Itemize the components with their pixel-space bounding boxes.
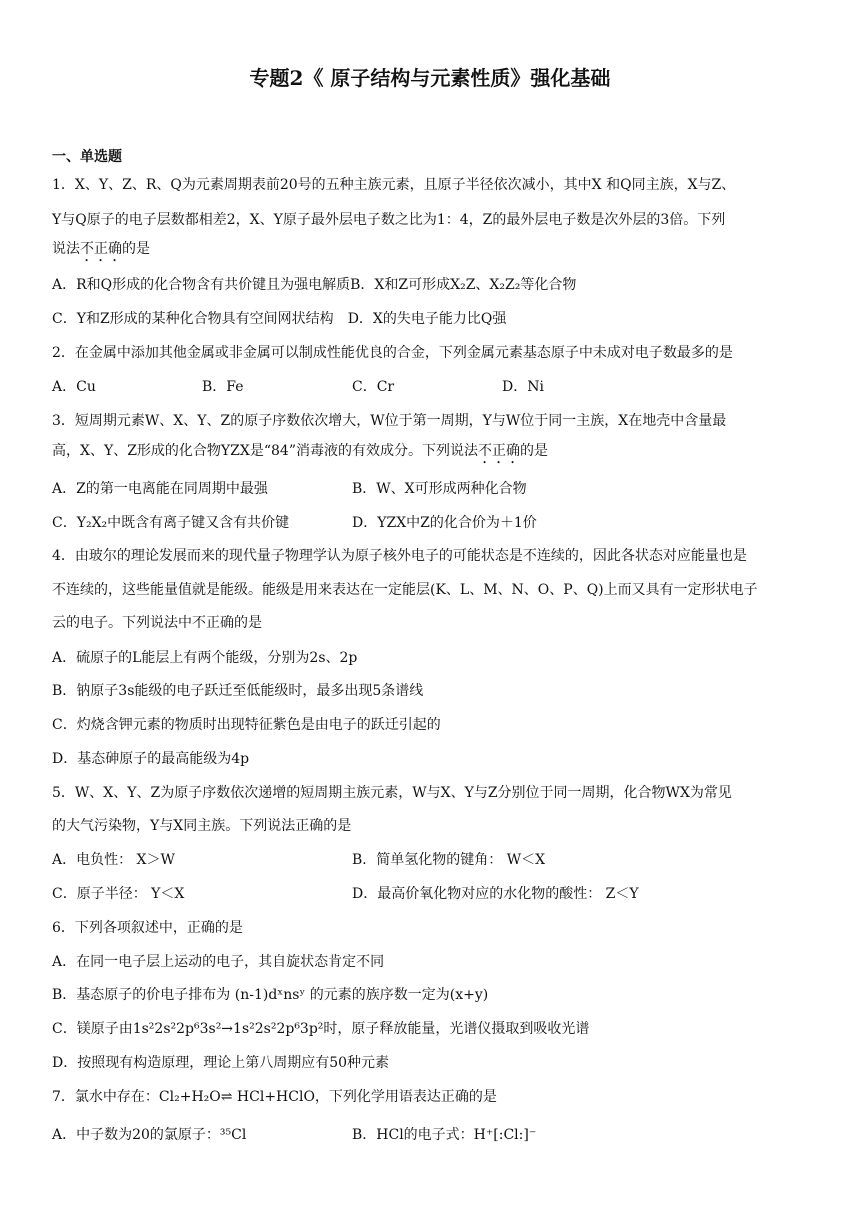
q6-option-c[interactable]: C．镁原子由1s²2s²2p⁶3s²→1s²2s²2p⁶3p²时，原子释放能量，光谱仪摄取到吸收光谱	[52, 1021, 590, 1037]
q6-option-a[interactable]: A．在同一电子层上运动的电子，其自旋状态肯定不同	[52, 954, 385, 970]
q7-options-ab	[52, 1125, 812, 1145]
q3-option-a[interactable]: A．Z的第一电离能在同周期中最强	[52, 481, 268, 497]
q3-options-ab	[52, 479, 812, 499]
q3-options-cd	[52, 513, 812, 533]
q2-option-c[interactable]: C．Cr	[352, 379, 395, 395]
q5-stem-line2: 的大气污染物，Y与X同主族。下列说法正确的是	[52, 818, 352, 834]
q2-option-a[interactable]: A．Cu	[52, 379, 96, 395]
q6-option-b[interactable]: B．基态原子的价电子排布为 (n-1)dˣnsʸ 的元素的族序数一定为(x+y)	[52, 987, 489, 1003]
q5-options-cd	[52, 884, 812, 904]
q2-option-b[interactable]: B．Fe	[202, 379, 244, 395]
q7-option-a[interactable]: A．中子数为20的氯原子：³⁵Cl	[52, 1127, 247, 1143]
q3-stem-line1: 3．短周期元素W、X、Y、Z的原子序数依次增大，W位于第一周期，Y与W位于同一主族，X在地壳中含量最	[52, 413, 727, 429]
q5-option-c[interactable]: C．原子半径： Y＜X	[52, 886, 185, 902]
q1-option-d[interactable]: D．X的失电子能力比Q强	[347, 311, 507, 327]
q1-stem-line3: 说法不正确的是	[52, 241, 150, 257]
q1-stem-line2: Y与Q原子的电子层数都相差2，X、Y原子最外层电子数之比为1：4，Z的最外层电子数是次外层的3倍。下列	[52, 212, 726, 228]
page-title: 专题2《 原子结构与元素性质》强化基础	[249, 66, 611, 90]
q1-options-cd	[52, 309, 812, 329]
q5-option-d[interactable]: D．最高价氧化物对应的水化物的酸性： Z＜Y	[352, 886, 639, 902]
q4-stem-line2: 不连续的，这些能量值就是能级。能级是用来表达在一定能层(K、L、M、N、O、P、Q)上而又具有一定形状电子	[52, 582, 758, 598]
q4-option-a[interactable]: A．硫原子的L能层上有两个能级，分别为2s、2p	[52, 650, 358, 666]
q1-option-c[interactable]: C．Y和Z形成的某种化合物具有空间网状结构	[52, 311, 334, 327]
q2-option-d[interactable]: D．Ni	[502, 379, 544, 395]
q3-option-b[interactable]: B．W、X可形成两种化合物	[352, 481, 527, 497]
q4-option-d[interactable]: D．基态砷原子的最高能级为4p	[52, 751, 250, 767]
q4-option-b[interactable]: B．钠原子3s能级的电子跃迁至低能级时，最多出现5条谱线	[52, 683, 424, 699]
q3-stem-line2: 高，X、Y、Z形成的化合物YZX是“84”消毒液的有效成分。下列说法不正确的是	[52, 443, 549, 459]
q4-option-c[interactable]: C．灼烧含钾元素的物质时出现特征紫色是由电子的跃迁引起的	[52, 717, 441, 733]
q4-stem-line3: 云的电子。下列说法中不正确的是	[52, 615, 262, 631]
q1-stem-line1: 1．X、Y、Z、R、Q为元素周期表前20号的五种主族元素，且原子半径依次减小，其中X 和Q同主族，X与Z、	[52, 177, 736, 193]
q1-option-a[interactable]: A．R和Q形成的化合物含有共价键且为强电解质	[52, 277, 351, 293]
q7-stem: 7．氯水中存在：Cl₂+H₂O⇌ HCl+HClO，下列化学用语表达正确的是	[52, 1089, 497, 1105]
q3-option-c[interactable]: C．Y₂X₂中既含有离子键又含有共价键	[52, 515, 290, 531]
q5-option-a[interactable]: A．电负性： X＞W	[52, 852, 175, 868]
q3-option-d[interactable]: D．YZX中Z的化合价为＋1价	[352, 515, 537, 531]
q6-option-d[interactable]: D．按照现有构造原理，理论上第八周期应有50种元素	[52, 1055, 390, 1071]
q1-option-b[interactable]: B．X和Z可形成X₂Z、X₂Z₂等化合物	[350, 277, 577, 293]
q5-options-ab	[52, 850, 812, 870]
q2-stem: 2．在金属中添加其他金属或非金属可以制成性能优良的合金，下列金属元素基态原子中未成对电子数最多的是	[52, 345, 733, 361]
q2-options	[52, 377, 812, 397]
q1-options-ab	[52, 275, 812, 295]
q6-stem: 6．下列各项叙述中，正确的是	[52, 920, 243, 936]
q5-option-b[interactable]: B．简单氢化物的键角： W＜X	[352, 852, 546, 868]
q7-option-b[interactable]: B．HCl的电子式：H⁺[:Cl:]⁻	[352, 1127, 537, 1143]
q4-stem-line1: 4．由玻尔的理论发展而来的现代量子物理学认为原子核外电子的可能状态是不连续的，因此各状态对应能量也是	[52, 548, 747, 564]
q5-stem-line1: 5．W、X、Y、Z为原子序数依次递增的短周期主族元素，W与X、Y与Z分别位于同一周期，化合物WX为常见	[52, 785, 732, 801]
section-heading: 一、单选题	[52, 149, 122, 165]
